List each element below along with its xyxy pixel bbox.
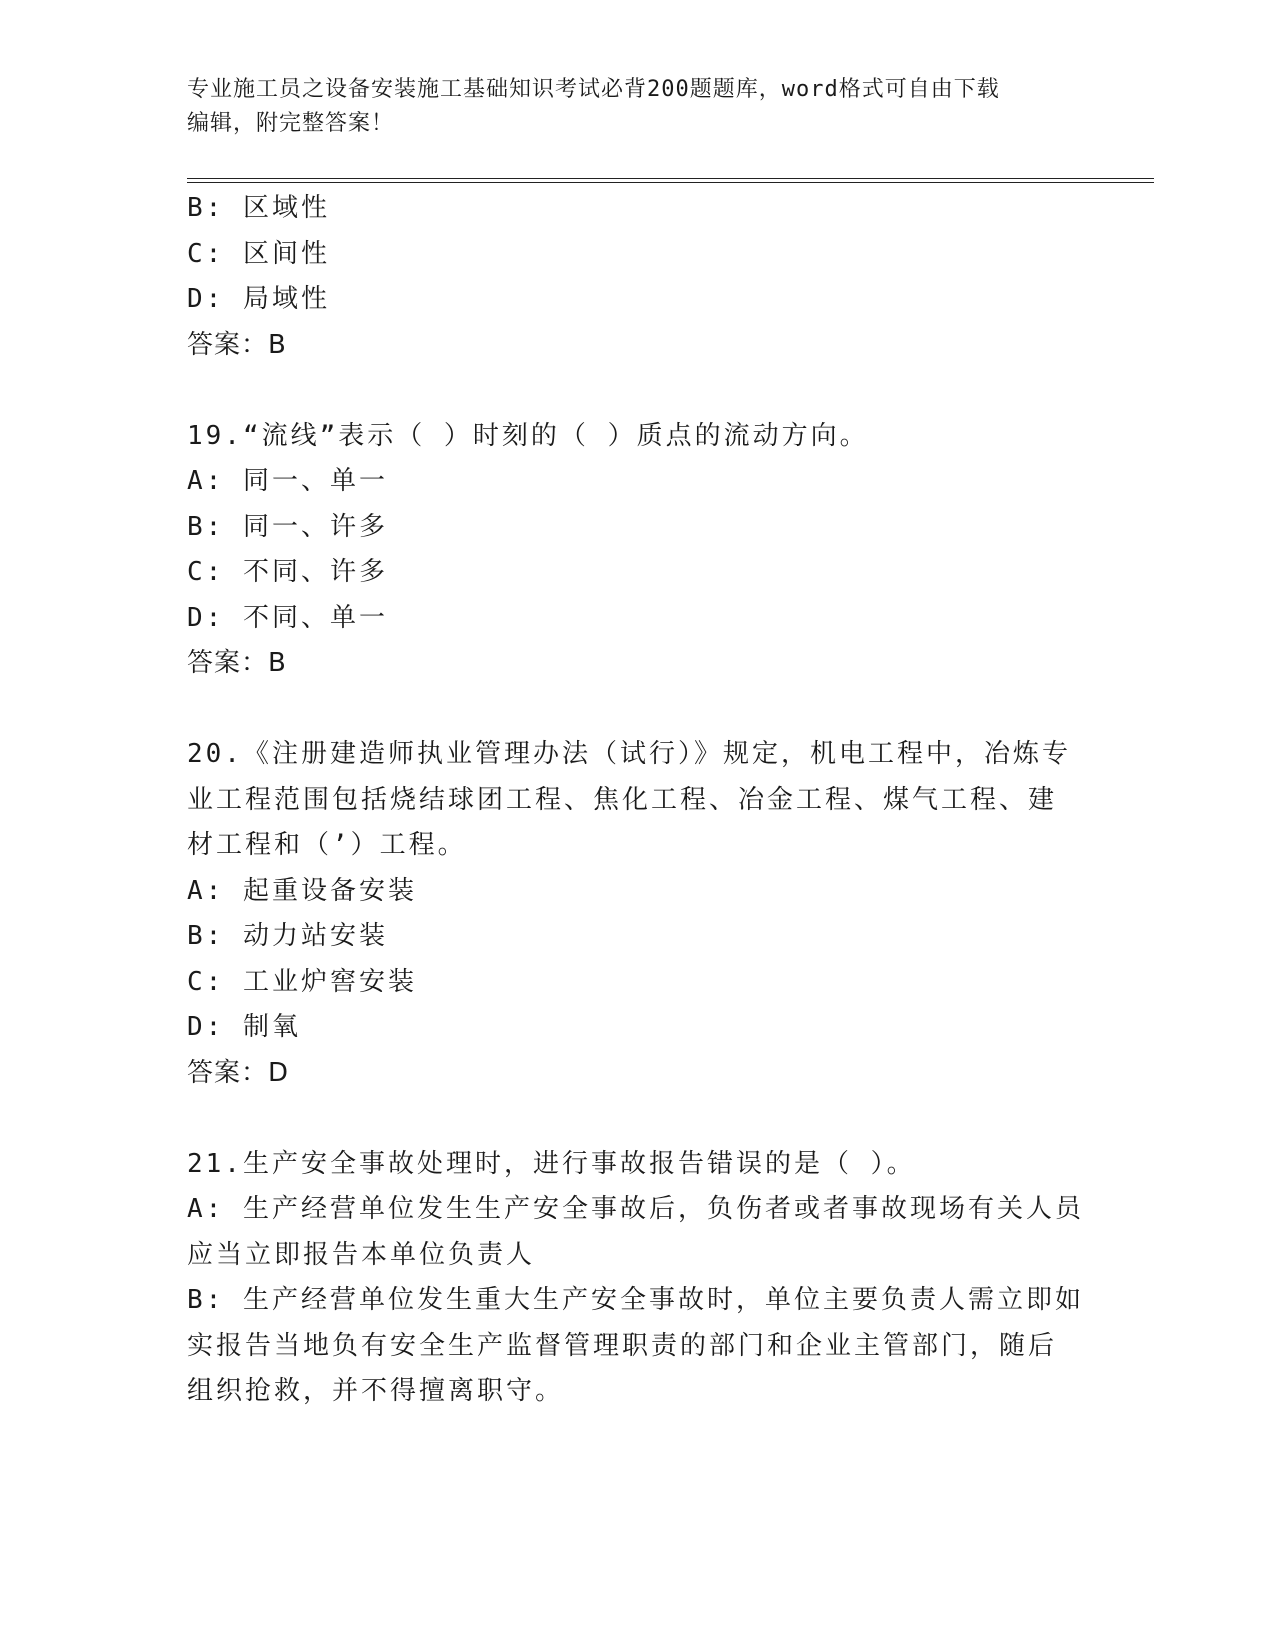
q20-answer: 答案：D <box>187 1057 290 1088</box>
q20-option-a: A: 起重设备安装 <box>187 875 417 906</box>
q19-stem: 19.“流线”表示（ ）时刻的（ ）质点的流动方向。 <box>187 420 869 451</box>
q19-option-b: B: 同一、许多 <box>187 511 388 542</box>
q21-option-b-line-2: 实报告当地负有安全生产监督管理职责的部门和企业主管部门，随后 <box>187 1330 1058 1361</box>
q21-option-b-line-1: B: 生产经营单位发生重大生产安全事故时，单位主要负责人需立即如 <box>187 1285 1084 1315</box>
q19-option-a: A: 同一、单一 <box>187 466 388 496</box>
q20-stem-line-1: 20.《注册建造师执业管理办法（试行）》规定，机电工程中，冶炼专 <box>187 739 1071 769</box>
document-header <box>187 73 1067 141</box>
q21-option-b-line-3: 组织抢救，并不得擅离职守。 <box>187 1376 565 1406</box>
q18-answer: 答案：B <box>187 329 287 360</box>
q20-option-b: B: 动力站安装 <box>187 921 388 951</box>
q21-stem: 21.生产安全事故处理时，进行事故报告错误的是（ ）。 <box>187 1148 916 1179</box>
header-title-line-1: 专业施工员之设备安装施工基础知识考试必背200题题库，word格式可自由下载 <box>187 77 1000 102</box>
spacer <box>187 687 1087 733</box>
q19-answer: 答案：B <box>187 648 287 678</box>
question-content <box>187 186 1087 1415</box>
q18-option-d: D: 局域性 <box>187 284 330 314</box>
q18-option-c: C: 区间性 <box>187 238 330 269</box>
q19-option-d: D: 不同、单一 <box>187 602 388 633</box>
q20-option-c: C: 工业炉窖安装 <box>187 966 417 997</box>
q20-option-d: D: 制氧 <box>187 1012 301 1042</box>
q19-option-c: C: 不同、许多 <box>187 557 388 587</box>
q18-option-b: B: 区域性 <box>187 193 330 223</box>
header-divider <box>187 178 1154 183</box>
q20-stem-line-2: 业工程范围包括烧结球团工程、焦化工程、冶金工程、煤气工程、建 <box>187 784 1058 815</box>
spacer <box>187 368 1087 414</box>
header-title-line-2: 编辑，附完整答案！ <box>187 111 395 136</box>
q20-stem-line-3: 材工程和（’）工程。 <box>187 830 467 860</box>
q21-option-a-line-1: A: 生产经营单位发生生产安全事故后，负伤者或者事故现场有关人员 <box>187 1194 1084 1224</box>
spacer <box>187 1096 1087 1142</box>
q21-option-a-line-2: 应当立即报告本单位负责人 <box>187 1239 536 1270</box>
